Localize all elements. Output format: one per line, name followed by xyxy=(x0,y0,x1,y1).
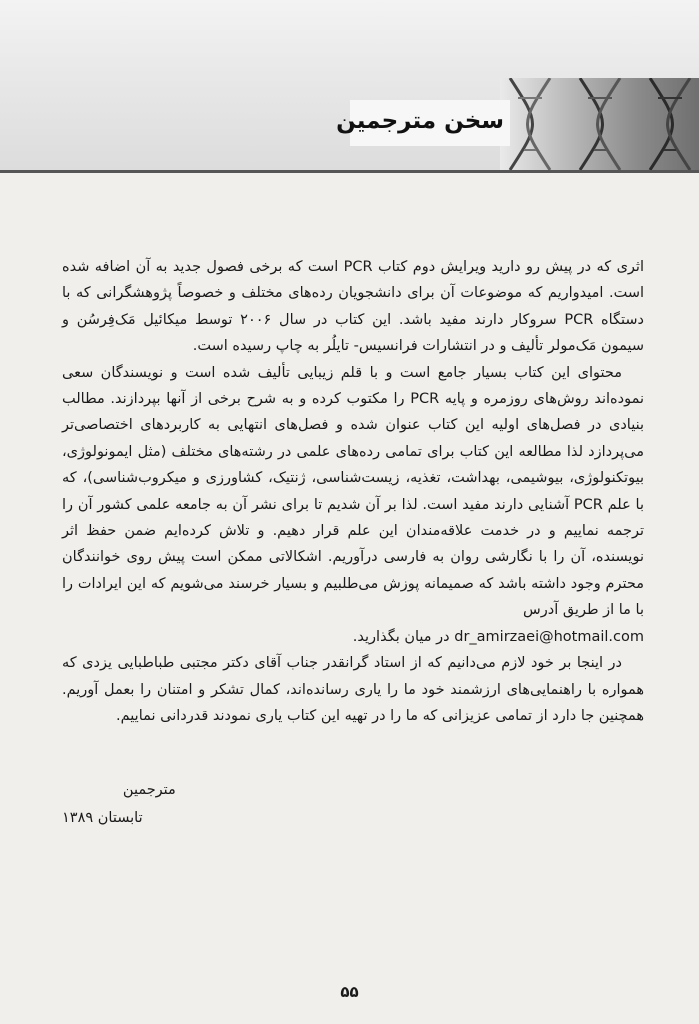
dna-helix-illustration xyxy=(500,78,699,170)
header-divider xyxy=(0,170,699,173)
signature-date: تابستان ۱۳۸۹ xyxy=(62,810,143,826)
email-line xyxy=(62,624,644,650)
paragraph-2: محتوای این کتاب بسیار جامع است و با قلم زیبایی تألیف شده است و نویسندگان سعی نموده‌اند روش‌های روزمره و پایه PCR را مکتوب کرده و به شرح برخی از آنها بپردازند. مطالب بنیادی در فصل‌های اولیه این کتاب عنوان شده و فصل‌های انتهایی به کاربردهای اختصاصی‌تر می‌پردازد لذا مطالعه این کتاب برای تمامی رده‌های علمی در رشته‌های مختلف (مثل ایمونولوژی، بیوتکنولوژی، بیوشیمی، بهداشت، تغذیه، زیست‌شناسی، ژنتیک، کشاورزی و میکروب‌شناسی)، که با علم PCR آشنایی دارند مفید است. لذا بر آن شدیم تا برای نشر آن به جامعه علمی کشور آن را ترجمه نماییم و در خدمت علاقه‌مندان این علم قرار دهیم. و تلاش کرده‌ایم ضمن حفظ اثر نویسنده، آن را با نگارشی روان به فارسی درآوریم. اشکالاتی ممکن است پیش روی خوانندگان محترم وجود داشته باشد که صمیمانه پوزش می‌طلبیم و بسیار خرسند می‌شویم که این ایرادات را با ما از طریق آدرس xyxy=(62,364,644,619)
email-suffix: در میان بگذارید. xyxy=(352,628,450,645)
signature-name: مترجمین xyxy=(122,782,176,798)
page-number: ۵۵ xyxy=(340,983,359,1001)
paragraph-3: در اینجا بر خود لازم می‌دانیم که از استاد گرانقدر جناب آقای دکتر مجتبی طباطبایی یزدی که همواره با راهنمایی‌های ارزشمند خود ما را یاری رسانده‌اند، کمال تشکر و امتنان را بعمل آوریم. همچنین جا دارد از تمامی عزیزانی که ما را در تهیه این کتاب یاری نمودند قدردانی نماییم. xyxy=(62,655,644,724)
email-address: dr_amirzaei@hotmail.com xyxy=(454,628,644,645)
chapter-title: سخن مترجمین xyxy=(336,108,504,134)
paragraph-1: اثری که در پیش رو دارید ویرایش دوم کتاب PCR است که برخی فصول جدید به آن اضافه شده است. امیدواریم که موضوعات آن برای دانشجویان رده‌های مختلف و خصوصاً پژوهشگرانی که با دستگاه PCR سروکار دارند مفید باشد. این کتاب در سال ۲۰۰۶ توسط میکائیل مَک‌فِرسُن و سیمون مَک‌مولر تألیف و در انتشارات فرانسیس- تایلُر به چاپ رسیده است. xyxy=(62,259,645,355)
body-text xyxy=(62,254,644,729)
